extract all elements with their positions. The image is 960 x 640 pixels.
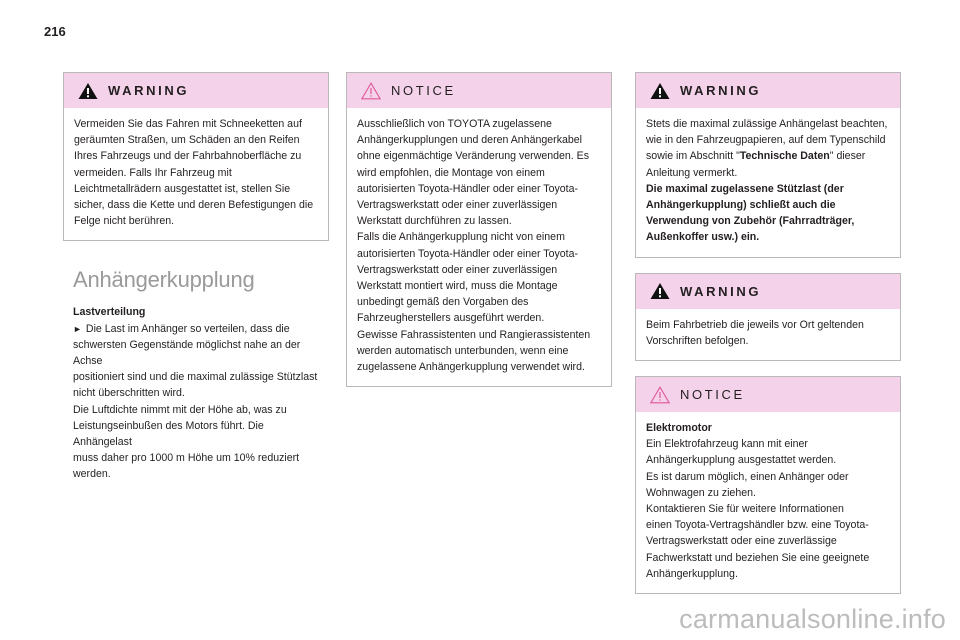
text-line: nicht überschritten wird. [73,387,185,400]
text-line: einen Toyota-Vertragshändler bzw. eine Toyota- [646,519,869,532]
text-line: werden automatisch unterbunden, wenn eine [357,344,569,357]
notice-text [636,412,900,593]
text-fragment: sowie im Abschnitt " [646,150,740,163]
text-line: Falls die Anhängerkupplung nicht von einem [357,231,565,244]
warning-icon [78,82,98,100]
text-line: Wohnwagen zu ziehen. [646,486,756,499]
text-line: Werkstatt durchführen zu lassen. [357,215,512,228]
text-line: Anhängerkupplung) schließt auch die [646,199,836,212]
text-line: unbedingt gemäß den Vorgaben des [357,296,529,309]
text-line: Kontaktieren Sie für weitere Informationen [646,503,844,516]
warning-box-snow-chains [63,72,329,241]
text-line: Anhängerkupplung ausgestattet werden. [646,454,837,467]
text-line: wird empfohlen, die Montage von einem [357,166,545,179]
text-line: Die Luftdichte nimmt mit der Höhe ab, was zu [73,403,287,416]
text-line: Gewisse Fahrassistenten und Rangierassistenten [357,328,591,341]
watermark: carmanualsonline.info [679,604,946,634]
warning-icon [650,82,670,100]
text-line: Vorschriften befolgen. [646,334,749,347]
warning-text [636,309,900,360]
notice-title: NOTICE [680,387,745,403]
text-line: geräumten Straßen, um Schäden an den Reifen [74,134,300,147]
text-line: Vertragswerkstatt oder eine zuverlässige [646,535,837,548]
notice-text [347,108,611,386]
text-line: Felge nicht berühren. [74,215,175,228]
notice-header [347,73,611,108]
text-line: autorisierten Toyota-Händler oder einer Toyota- [357,247,579,260]
text-line: Fahrzeugherstellers ausgeführt werden. [357,312,545,325]
text-line: positioniert sind und die maximal zulässige Stützlast [73,371,318,384]
page-number: 216 [44,24,66,39]
subheading: Lastverteilung [73,306,146,319]
notice-heading: Elektromotor [646,422,712,435]
warning-text [64,108,328,240]
notice-header [636,377,900,412]
text-line: Anleitung vermerkt. [646,166,738,179]
text-line: Die Last im Anhänger so verteilen, dass die [85,322,290,335]
text-line: ohne eigenmächtige Veränderung verwenden. Es [357,150,590,163]
load-distribution-text [63,304,329,482]
text-line: zugelassene Anhängerkupplung verwendet wird. [357,361,585,374]
notice-title: NOTICE [391,83,456,98]
text-line: werden. [73,468,111,481]
warning-title: WARNING [680,83,762,98]
notice-box-electric-motor [635,376,901,594]
column-right [635,72,901,594]
text-line: Vermeiden Sie das Fahren mit Schneeketten auf [74,118,302,130]
text-line: vermeiden. Falls Ihr Fahrzeug mit [74,166,232,179]
text-line: Die maximal zugelassene Stützlast (der [646,182,844,195]
warning-header [64,73,328,108]
text-line: sicher, dass die Kette und deren Befestigungen die [74,199,314,212]
text-line: Vertragswerkstatt oder einer zuverlässigen [357,199,558,212]
text-line: Anhängerkupplungen und deren Anhängerkabel [357,134,583,147]
text-line: Stets die maximal zulässige Anhängelast beachten, [646,118,888,130]
notice-box-towbar [346,72,612,387]
warning-box-trailer-load [635,72,901,258]
notice-icon [361,82,381,100]
warning-title: WARNING [680,283,762,299]
text-line: Vertragswerkstatt oder einer zuverlässigen [357,263,558,276]
column-left [63,72,329,483]
text-line: Leichtmetallrädern ausgestattet ist, stellen Sie [74,182,291,195]
warning-box-local-rules [635,273,901,361]
text-line: Verwendung von Zubehör (Fahrradträger, [646,215,855,228]
text-line [646,148,890,164]
arrow-right-icon: ► [73,323,82,334]
text-line: wie in den Fahrzeugpapieren, auf dem Typenschild [646,134,886,147]
text-line: Beim Fahrbetrieb die jeweils vor Ort geltenden [646,318,864,331]
column-middle [346,72,612,387]
text-fragment: " dieser [829,150,866,163]
warning-icon [650,282,670,300]
text-line: autorisierten Toyota-Händler oder einer Toyota- [357,182,579,195]
warning-text [636,108,900,257]
warning-title: WARNING [108,83,190,98]
text-line: Ausschließlich von TOYOTA zugelassene [357,118,552,130]
text-line: Leistungseinbußen des Motors führt. Die Anhängelast [73,419,264,449]
text-line: muss daher pro 1000 m Höhe um 10% reduziert [73,452,300,465]
warning-header [636,73,900,108]
bullet-line [73,321,319,337]
text-line: Anhängerkupplung. [646,567,738,580]
text-line: Fachwerkstatt und beziehen Sie eine geeignete [646,551,870,564]
text-line: schwersten Gegenstände möglichst nahe an der Achse [73,338,301,368]
warning-header [636,274,900,309]
technical-data-reference: Technische Daten [739,150,830,163]
text-line: Außenkoffer usw.) ein. [646,231,760,244]
text-line: Ein Elektrofahrzeug kann mit einer [646,438,808,451]
text-line: Werkstatt montiert wird, muss die Montage [357,280,558,293]
notice-icon [650,386,670,404]
text-line: Ihres Fahrzeugs und der Fahrbahnoberfläche zu [74,150,302,163]
text-line: Es ist darum möglich, einen Anhänger oder [646,470,849,483]
section-title: Anhängerkupplung [73,267,255,293]
